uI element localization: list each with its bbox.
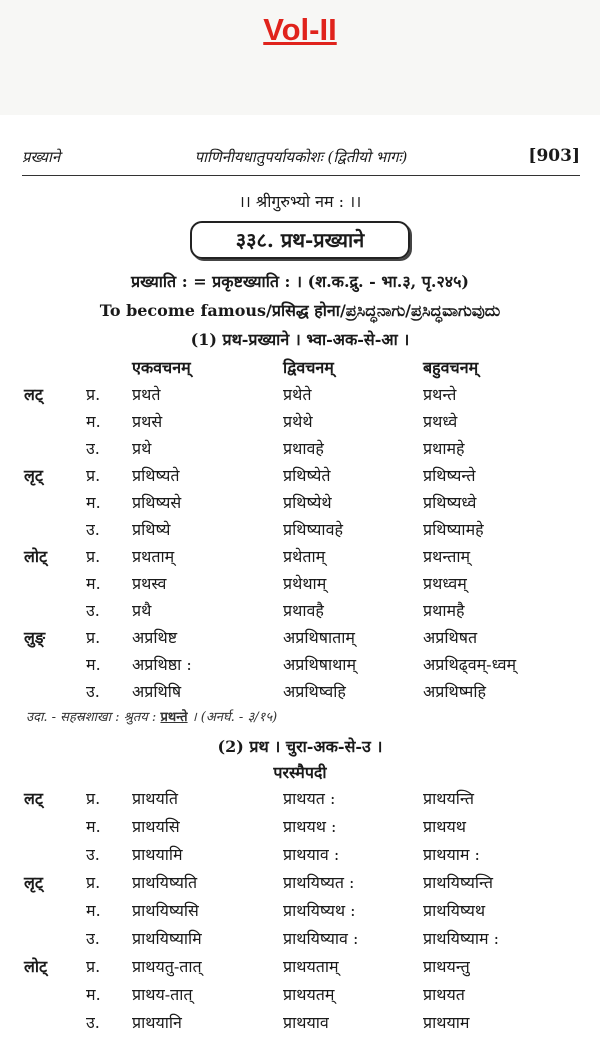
form-plural: अप्रथिषत	[423, 628, 478, 647]
section-heading-2: (2) प्रथ । चुरा-अक-से-उ ।	[217, 737, 383, 756]
form-plural: प्रथन्ते	[423, 385, 457, 404]
paradigm-row	[0, 545, 600, 571]
paradigm-row	[0, 626, 600, 652]
form-plural: प्राथयिष्यथ	[423, 901, 486, 920]
form-dual: प्रथिष्यावहे	[283, 520, 343, 539]
example-prefix: उदा. - सहस्रशाखा : श्रुतय :	[26, 710, 161, 725]
person-label: म.	[86, 985, 101, 1004]
form-singular: प्रथिष्यते	[132, 466, 180, 485]
form-dual: प्राथयथ :	[283, 817, 337, 836]
meaning-translations: To become famous/प्रसिद्ध होना/ಪ್ರಸಿದ್ಧನಾಗು/ಪ್ರಸಿದ್ಧವಾಗುವುದು	[99, 301, 501, 320]
form-dual: प्रथेताम्	[283, 547, 326, 566]
form-dual: प्राथयिष्याव :	[283, 929, 359, 948]
paradigm-row	[0, 518, 600, 544]
column-header-singular: एकवचनम्	[132, 358, 191, 377]
form-singular: प्राथयिष्यामि	[132, 929, 202, 948]
form-singular: अप्रथिष्ठा :	[132, 655, 192, 674]
paradigm-row	[0, 843, 600, 869]
form-dual: अप्रथिषाताम्	[283, 628, 355, 647]
form-dual: अप्रथिषाथाम्	[283, 655, 357, 674]
form-dual: प्रथेथे	[283, 412, 313, 431]
meaning-sanskrit: प्रख्याति : = प्रकृष्टख्याति : । (श.क.द्रु. - भा.३, पृ.२४५)	[131, 272, 469, 291]
form-plural: प्रथन्ताम्	[423, 547, 471, 566]
form-plural: प्राथयत	[423, 985, 465, 1004]
form-singular: प्राथयति	[132, 789, 179, 808]
form-plural: प्राथयाम	[423, 1013, 470, 1032]
form-dual: प्राथयताम्	[283, 957, 339, 976]
form-singular: प्राथय-तात्	[132, 985, 193, 1004]
paradigm-row	[0, 572, 600, 598]
person-label: म.	[86, 493, 101, 512]
form-dual: प्रथेते	[283, 385, 312, 404]
column-header-dual: द्विवचनम्	[283, 358, 334, 377]
form-singular: प्रथसे	[132, 412, 163, 431]
form-singular: प्राथयिष्यति	[132, 873, 198, 892]
form-plural: प्राथयथ	[423, 817, 466, 836]
form-plural: प्रथामहै	[423, 601, 465, 620]
paradigm-row	[0, 983, 600, 1009]
lakara-label: लृट्	[24, 873, 43, 892]
example-source: । (अनर्घ. - ३/१५)	[187, 710, 278, 725]
person-label: प्र.	[86, 466, 101, 485]
page-number: [903]	[528, 146, 580, 166]
section-heading-1: (1) प्रथ-प्रख्याने । भ्वा-अक-से-आ ।	[190, 330, 410, 349]
form-dual: प्राथयत :	[283, 789, 336, 808]
paradigm-row	[0, 599, 600, 625]
paradigm-row	[0, 1011, 600, 1037]
form-dual: प्राथयाव :	[283, 845, 340, 864]
running-header	[22, 147, 580, 171]
person-label: उ.	[86, 682, 100, 701]
form-plural: प्रथिष्यन्ते	[423, 466, 476, 485]
form-dual: प्रथेथाम्	[283, 574, 327, 593]
paradigm-row	[0, 464, 600, 490]
lakara-label: लुङ्	[24, 628, 46, 647]
form-singular: प्रथिष्यसे	[132, 493, 182, 512]
form-singular: अप्रथिष्ट	[132, 628, 178, 647]
form-singular: प्रथते	[132, 385, 161, 404]
usage-example	[26, 707, 277, 725]
paradigm-row	[0, 787, 600, 813]
form-plural: प्रथिष्यध्वे	[423, 493, 477, 512]
form-dual: अप्रथिष्वहि	[283, 682, 346, 701]
header-rule	[22, 175, 580, 176]
form-plural: प्रथिष्यामहे	[423, 520, 484, 539]
form-dual: प्राथयिष्यत :	[283, 873, 355, 892]
form-plural: प्रथध्वे	[423, 412, 458, 431]
form-dual: प्रथावहे	[283, 439, 324, 458]
paradigm-row	[0, 955, 600, 981]
form-dual: प्रथिष्येथे	[283, 493, 332, 512]
form-plural: प्रथध्वम्	[423, 574, 467, 593]
form-singular: प्राथयिष्यसि	[132, 901, 199, 920]
lakara-label: लृट्	[24, 466, 43, 485]
person-label: म.	[86, 901, 101, 920]
person-label: प्र.	[86, 628, 101, 647]
form-plural: प्राथयिष्याम :	[423, 929, 500, 948]
person-label: प्र.	[86, 385, 101, 404]
person-label: प्र.	[86, 789, 101, 808]
column-header-plural: बहुवचनम्	[423, 358, 479, 377]
form-singular: प्रथिष्ये	[132, 520, 171, 539]
form-plural: प्रथामहे	[423, 439, 465, 458]
lakara-label: लट्	[24, 385, 43, 404]
paradigm-row	[0, 815, 600, 841]
person-label: उ.	[86, 520, 100, 539]
form-singular: प्रथस्व	[132, 574, 167, 593]
volume-title: Vol-II	[263, 12, 337, 47]
header-book-title: पाणिनीयधातुपर्यायकोशः (द्वितीयो भागः)	[194, 148, 408, 166]
lakara-label: लोट्	[24, 547, 48, 566]
person-label: म.	[86, 817, 101, 836]
paradigm-row	[0, 680, 600, 706]
dictionary-page	[0, 115, 600, 1048]
person-label: उ.	[86, 845, 100, 864]
paradigm-row	[0, 491, 600, 517]
invocation-line: ।। श्रीगुरुभ्यो नम : ।।	[238, 192, 362, 211]
form-dual: प्रथावहै	[283, 601, 324, 620]
form-plural: अप्रथिढ्वम्-ध्वम्	[423, 655, 517, 674]
paradigm-row	[0, 899, 600, 925]
form-plural: प्राथयन्ति	[423, 789, 474, 808]
form-plural: प्राथयाम :	[423, 845, 480, 864]
example-highlight: प्रथन्ते	[160, 710, 188, 725]
lakara-label: लोट्	[24, 957, 48, 976]
form-plural: अप्रथिष्महि	[423, 682, 486, 701]
root-title-box: ३३८. प्रथ-प्रख्याने	[190, 221, 410, 259]
form-singular: प्राथयतु-तात्	[132, 957, 202, 976]
form-singular: अप्रथिषि	[132, 682, 182, 701]
paradigm-row	[0, 871, 600, 897]
person-label: म.	[86, 655, 101, 674]
paradigm-row	[0, 653, 600, 679]
form-dual: प्राथयिष्यथ :	[283, 901, 356, 920]
pada-label: परस्मैपदी	[273, 763, 327, 782]
person-label: म.	[86, 574, 101, 593]
form-plural: प्राथयिष्यन्ति	[423, 873, 494, 892]
paradigm-row	[0, 383, 600, 409]
form-dual: प्राथयतम्	[283, 985, 335, 1004]
person-label: म.	[86, 412, 101, 431]
person-label: प्र.	[86, 547, 101, 566]
volume-banner	[0, 0, 600, 115]
person-label: उ.	[86, 929, 100, 948]
person-label: उ.	[86, 439, 100, 458]
paradigm-row	[0, 410, 600, 436]
form-singular: प्राथयामि	[132, 845, 183, 864]
form-singular: प्रथे	[132, 439, 152, 458]
person-label: प्र.	[86, 957, 101, 976]
form-dual: प्रथिष्येते	[283, 466, 331, 485]
person-label: प्र.	[86, 873, 101, 892]
header-entry-word: प्रख्याने	[22, 148, 61, 166]
lakara-label: लट्	[24, 789, 43, 808]
form-singular: प्राथयसि	[132, 817, 180, 836]
paradigm-row	[0, 437, 600, 463]
paradigm-row	[0, 927, 600, 953]
person-label: उ.	[86, 1013, 100, 1032]
form-singular: प्रथै	[132, 601, 152, 620]
form-dual: प्राथयाव	[283, 1013, 329, 1032]
form-singular: प्रथताम्	[132, 547, 175, 566]
person-label: उ.	[86, 601, 100, 620]
form-plural: प्राथयन्तु	[423, 957, 470, 976]
form-singular: प्राथयानि	[132, 1013, 182, 1032]
